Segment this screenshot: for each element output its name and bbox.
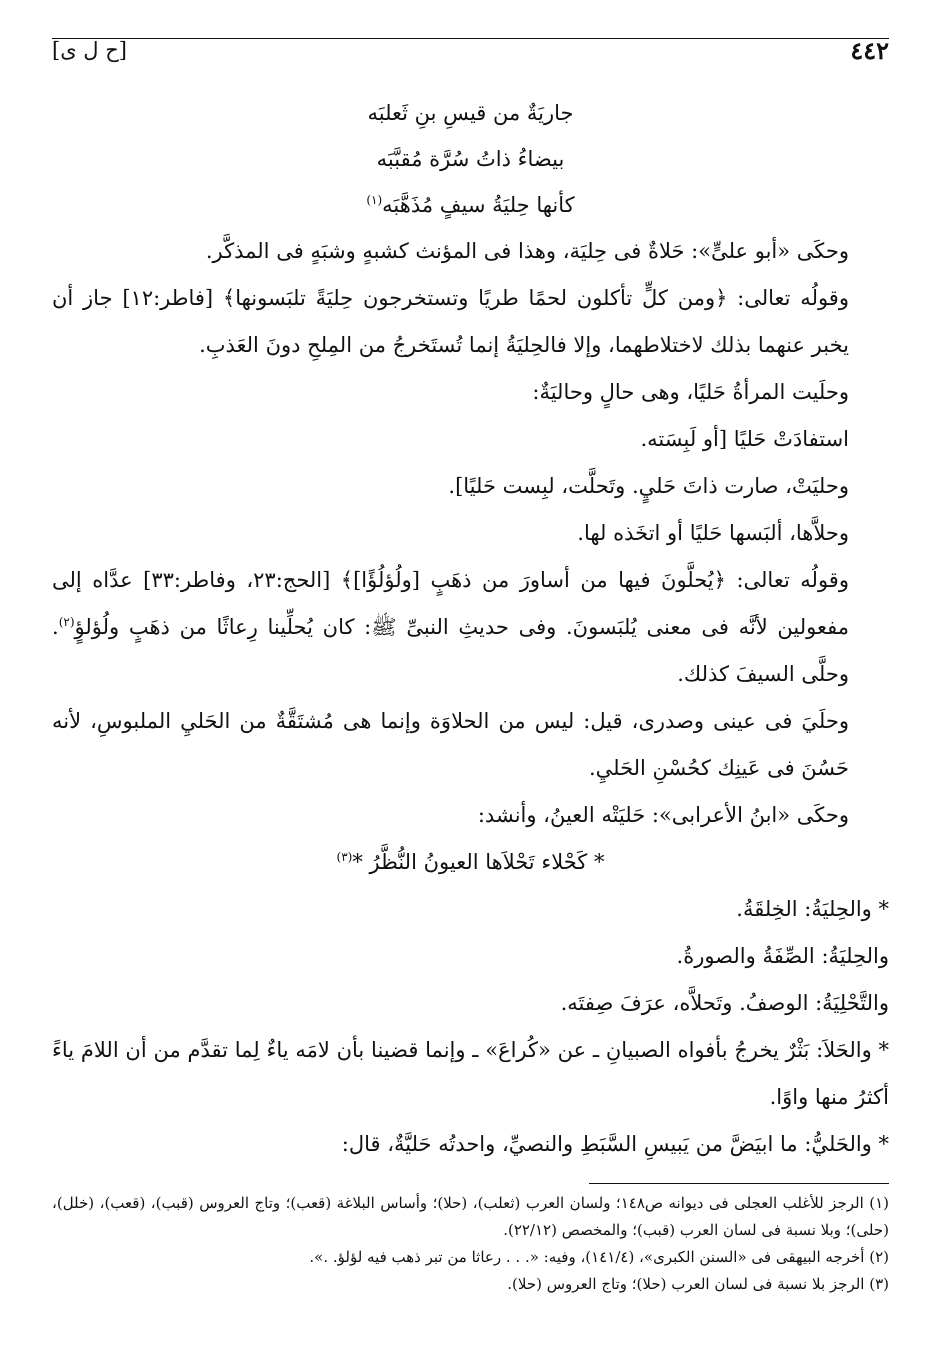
footnote-ref: (٣) xyxy=(336,850,353,864)
footnote: (٢) أخرجه البيهقى فى «السنن الكبرى»، (١٤١/٤)، وفيه: «. . . رعاثا من تبر ذهب فيه لؤلؤ. .». xyxy=(309,1248,889,1266)
footnote-rule xyxy=(589,1183,889,1184)
verse-line xyxy=(52,839,889,886)
paragraph xyxy=(52,557,889,698)
paragraph: وحلَيَ فى عينى وصدرى، قيل: ليس من الحلاوَة وإنما هى مُشتَقَّةٌ من الحَليِ الملبوسِ، لأنه حَسُنَ فى عَينِك كحُسْنِ الحَليِ. xyxy=(52,709,849,780)
header-rule xyxy=(52,38,889,39)
footnote-ref: (١) xyxy=(366,193,383,207)
page-number: ٤٤٢ xyxy=(850,36,889,65)
footnote: (١) الرجز للأغلب العجلى فى ديوانه ص١٤٨؛ ولسان العرب (ثعلب)، (حلا)؛ وأساس البلاغة (قعب)؛ وتاج العروس (قبب)، (قعب)، (خلل)، (حلى)؛ وبلا نسبة فى لسان العرب (قبب)؛ والمخصص (٢٢/١٢). xyxy=(52,1194,889,1239)
verse-line: جاريَةٌ من قيسِ بنِ ثَعلبَه xyxy=(367,101,574,125)
paragraph: وقولُه تعالى: ﴿ومن كلٍّ تأكلون لحمًا طريًا وتستخرجون حِليَةً تلبَسونها﴾ [فاطر:١٢] جاز أن يخبر عنهما بذلك لاختلاطهما، وإلا فالحِليَةُ إنما تُستَخرجُ من المِلحِ دونَ العَذبِ. xyxy=(52,286,849,357)
footnote: (٣) الرجز بلا نسبة فى لسان العرب (حلا)؛ وتاج العروس (حلا). xyxy=(507,1275,889,1293)
paragraph-text: . وحلَّى السيفَ كذلك. xyxy=(52,615,849,686)
main-text xyxy=(52,90,889,1168)
paragraph: وحلَيت المرأةُ حَليًا، وهى حالٍ وحاليَةٌ: xyxy=(532,380,849,404)
footnotes xyxy=(52,1190,889,1298)
footnote-ref: (٢) xyxy=(58,615,75,629)
paragraph-text: وقولُه تعالى: ﴿يُحلَّونَ فيها من أساورَ من ذهَبٍ [ولُؤلُؤًا]﴾ [الحج:٢٣، وفاطر:٣٣] عدَّاه إلى مفعولين لأنَّه فى معنى يُلبَسونَ. وفى حديثِ النبىِّ ﷺ: كان يُحلِّينا رِعاثًا من ذهَبٍ ولُؤلؤٍ xyxy=(52,568,849,639)
paragraph: والحِليَةُ: الصِّفَةُ والصورةُ. xyxy=(676,944,889,968)
verse-text: * كَحْلاء تَحْلاَها العيونُ النُّظَّرُ * xyxy=(352,850,605,874)
root-label: [ح ل ى] xyxy=(52,38,127,62)
paragraph: * والحَلاَ: بَثْرٌ يخرجُ بأفواه الصبيانِ ـ عن «كُراعَ» ـ وإنما قضينا بأن لامَه ياءٌ لِما تقدَّم من أن اللامَ ياءً أكثرُ منها واوًا. xyxy=(52,1038,889,1109)
paragraph: * والحِليَةُ: الخِلقَةُ. xyxy=(736,897,889,921)
paragraph: وحليَتْ، صارت ذاتَ حَليٍ. وتَحلَّت، لبِست حَليًا]. xyxy=(448,474,849,498)
paragraph: وحلاَّها، ألبَسها حَليًا أو اتخَذه لها. xyxy=(577,521,849,545)
verse-line: بيضاءُ ذاتُ سُرَّة مُقبَّبَه xyxy=(376,147,565,171)
paragraph: وحكَى «ابنُ الأعرابى»: حَليَتْه العينُ، وأنشد: xyxy=(477,803,849,827)
verse-text: كأنها حِليَةُ سيفٍ مُذَهَّبَه xyxy=(382,193,575,217)
page-header xyxy=(52,34,889,70)
paragraph: وحكَى «أبو علىٍّ»: حَلاةٌ فى حِليَة، وهذا فى المؤنث كشبهٍ وشبَهٍ فى المذكَّر. xyxy=(205,239,849,263)
paragraph: استفادَتْ حَليًا [أو لَبِسَته. xyxy=(640,427,849,451)
paragraph: * والحَليُّ: ما ابيَضَّ من يَبيسِ السَّبَطِ والنصيِّ، واحدتُه حَليَّةٌ، قال: xyxy=(341,1132,889,1156)
paragraph: والتَّحْلِيَةُ: الوصفُ. وتَحلاَّه، عرَفَ صِفتَه. xyxy=(560,991,889,1015)
verse-line xyxy=(52,182,889,228)
